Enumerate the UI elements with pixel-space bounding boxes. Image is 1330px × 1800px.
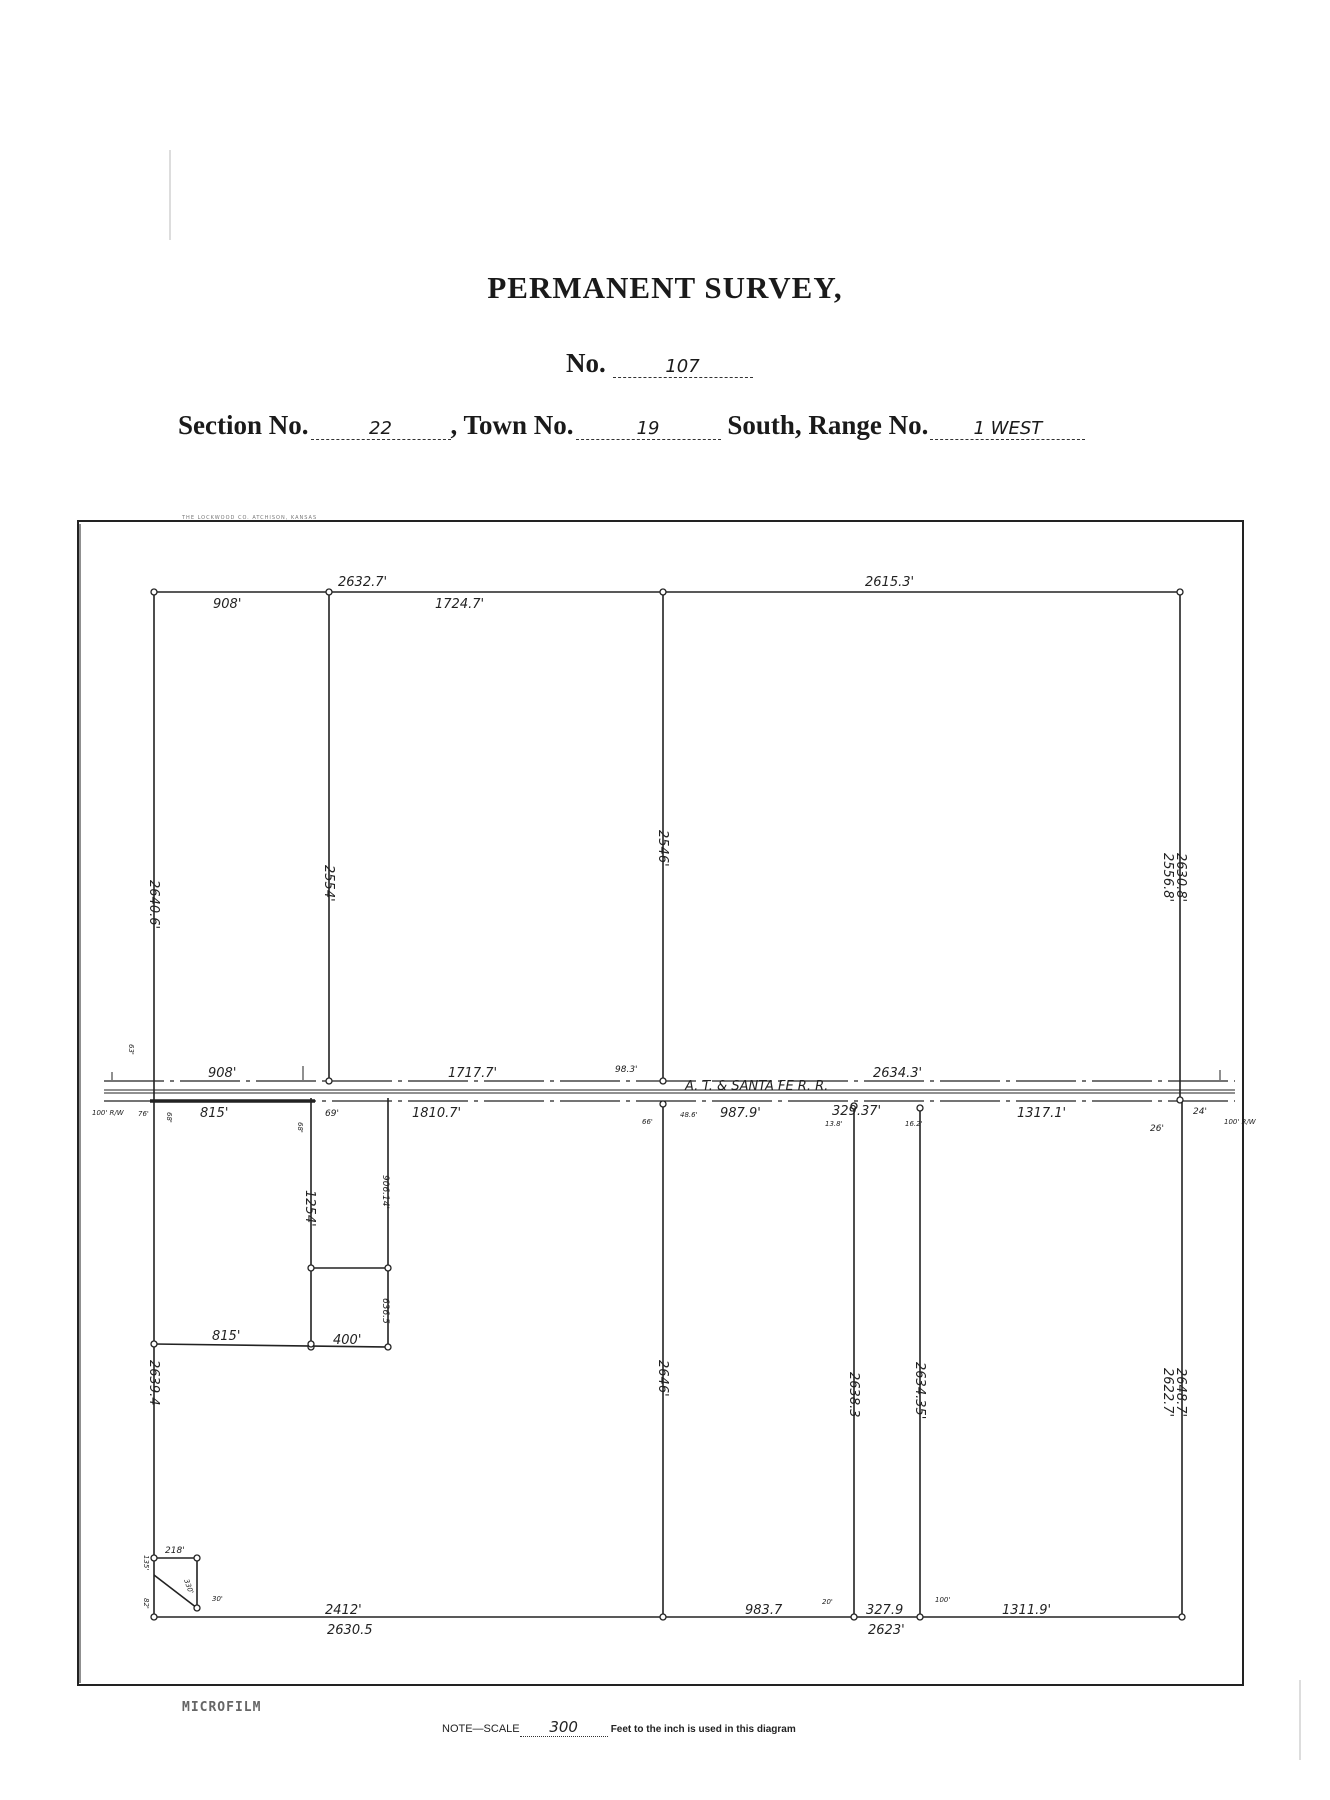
- north-right-dim: 2615.3': [865, 575, 915, 590]
- south-mid2-dim: 327.9: [866, 1603, 904, 1618]
- east-lower-dim-a: 2622.7': [1160, 1368, 1175, 1418]
- railroad-right-of-way: [104, 1066, 1235, 1101]
- south-100-dim: 100': [935, 1596, 951, 1604]
- center-upper-dim: 2546': [655, 830, 670, 867]
- section-value: 22: [311, 418, 451, 440]
- inner-lot-400-dim: 400': [333, 1333, 362, 1348]
- south-mid-dim: 983.7: [745, 1603, 783, 1618]
- rail-upper-mid-dim: 1717.7': [448, 1066, 498, 1081]
- north-total-dim: 2632.7': [338, 575, 388, 590]
- center-lower-dim: 2646': [655, 1360, 670, 1397]
- survey-number-label: No.: [566, 348, 606, 378]
- rail-lower-a-dim: 987.9': [720, 1106, 761, 1121]
- east-row-dim: 100' R/W: [1224, 1118, 1256, 1126]
- railroad-name: A. T. & SANTA FE R. R.: [685, 1079, 829, 1094]
- rail-upper-left-dim: 908': [208, 1066, 237, 1081]
- west-63-dim: 63': [127, 1044, 135, 1055]
- west-68-dim: 68': [165, 1112, 173, 1123]
- center-486-dim: 48.6': [680, 1111, 698, 1119]
- rail-lower-b-dim: 329.37': [832, 1104, 882, 1119]
- small-lot-b-dim: 906.14': [380, 1175, 390, 1209]
- range-value: 1 WEST: [930, 418, 1085, 440]
- scale-note-prefix: NOTE—SCALE: [442, 1723, 520, 1735]
- south-20-dim: 20': [822, 1598, 833, 1606]
- section-lines: [154, 592, 1182, 1617]
- east-lower-dim-b: 2648.7': [1173, 1368, 1188, 1418]
- survey-corner-markers: [151, 589, 1185, 1620]
- north-left-dim: 908': [213, 597, 242, 612]
- west-upper-dim: 2640.6': [146, 880, 161, 930]
- small-lot-a-dim: 1254': [302, 1190, 317, 1227]
- east-upper-dim-b: 2630.8': [1173, 853, 1188, 903]
- rail-upper-right-dim: 2634.3': [873, 1066, 923, 1081]
- west-lower-dim: 2639.4: [146, 1360, 161, 1406]
- scale-note-suffix: Feet to the inch is used in this diagram: [610, 1724, 796, 1735]
- document-title: PERMANENT SURVEY,: [487, 270, 843, 305]
- small-lot-c-dim: 636.5: [380, 1298, 390, 1324]
- publisher-imprint: THE LOCKWOOD CO. ATCHISON, KANSAS: [182, 515, 318, 521]
- rail-lower-left-dim: 815': [200, 1106, 229, 1121]
- section-label: Section No.: [178, 410, 309, 440]
- west-row-dim: 100' R/W: [92, 1109, 124, 1117]
- inner-upper-dim: 2554': [321, 865, 336, 902]
- sw-218-dim: 218': [165, 1546, 185, 1556]
- rail-lower-mid-dim: 1810.7': [412, 1106, 462, 1121]
- north-mid-dim: 1724.7': [435, 597, 485, 612]
- rail-offset-dim: 98.3': [615, 1065, 638, 1075]
- south-left-dim: 2412': [325, 1603, 362, 1618]
- sw-135-dim: 135': [142, 1555, 150, 1571]
- microfilm-stamp: MICROFILM: [182, 1700, 262, 1715]
- west-69-dim: 69': [325, 1109, 339, 1119]
- range-label: South, Range No.: [727, 410, 929, 440]
- center-66-dim: 66': [642, 1118, 653, 1126]
- sw-330-dim: 330': [182, 1577, 195, 1596]
- south-left-total-dim: 2630.5: [327, 1623, 373, 1638]
- east-26-dim: 26': [1150, 1124, 1164, 1134]
- east-upper-dim-a: 2556.8': [1160, 853, 1175, 903]
- survey-number-value: 107: [613, 356, 753, 378]
- rail-lower-c-dim: 1317.1': [1017, 1106, 1067, 1121]
- south-total-dim: 2623': [868, 1623, 905, 1638]
- lot-a-dim: 2638.3: [846, 1372, 861, 1418]
- inner-lot-815-dim: 815': [212, 1329, 241, 1344]
- west-76-dim: 76': [138, 1110, 149, 1118]
- sw-30-dim: 30': [212, 1595, 223, 1603]
- lot-b-dim: 2634.35': [912, 1362, 927, 1420]
- lot-162-dim: 16.2': [905, 1120, 923, 1128]
- town-label: , Town No.: [450, 410, 574, 440]
- scale-note: [442, 1718, 796, 1737]
- town-value: 19: [576, 418, 721, 440]
- sw-82-dim: 82': [142, 1598, 150, 1609]
- fold-marks: [170, 150, 1300, 1760]
- west-68b-dim: 68': [296, 1122, 304, 1133]
- lot-138-dim: 13.8': [825, 1120, 843, 1128]
- south-right-dim: 1311.9': [1002, 1603, 1052, 1618]
- scale-note-value: 300: [520, 1718, 608, 1737]
- east-24-dim: 24': [1193, 1107, 1207, 1117]
